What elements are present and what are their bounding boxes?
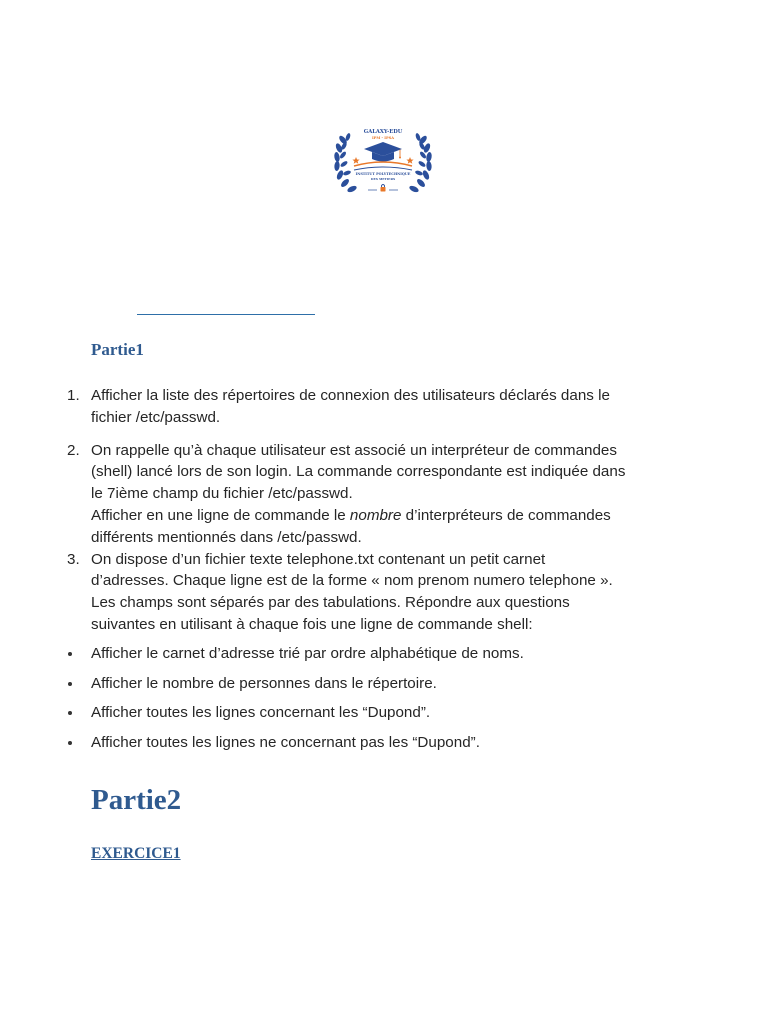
- heading-partie1: Partie1: [91, 340, 144, 359]
- list-line: suivantes en utilisant à chaque fois une ligne de commande shell:: [91, 615, 533, 633]
- text-run: Afficher en une ligne de commande le: [91, 506, 350, 524]
- graduation-cap-icon: [364, 142, 402, 162]
- list-line: Les champs sont séparés par des tabulations. Répondre aux questions: [91, 594, 570, 612]
- bullet-item: [0, 643, 680, 673]
- logo-banner-sub: DES METIERS: [370, 177, 396, 181]
- list-line: (shell) lancé lors de son login. La commande correspondante est indiquée dans: [91, 463, 626, 481]
- logo-top-text: GALAXY-EDU: [363, 129, 403, 135]
- bullet-icon: [68, 711, 72, 715]
- bullet-text: Afficher toutes les lignes concernant les “Dupond”.: [91, 704, 431, 722]
- list-line: d’adresses. Chaque ligne est de la forme « nom prenom numero telephone ».: [91, 572, 613, 590]
- bullet-item: [0, 702, 680, 732]
- list-line: On rappelle qu’à chaque utilisateur est associé un interpréteur de commandes: [91, 441, 617, 459]
- bullet-item: [0, 673, 680, 703]
- list-item: [0, 385, 680, 429]
- list-line: [91, 505, 680, 527]
- bullet-text: Afficher le carnet d’adresse trié par ordre alphabétique de noms.: [91, 645, 524, 662]
- bullet-list: [0, 643, 680, 761]
- list-line: fichier /etc/passwd.: [91, 408, 221, 426]
- list-line: différents mentionnés dans /etc/passwd.: [91, 528, 362, 546]
- galaxy-edu-logo: [330, 124, 436, 200]
- logo-banner-text: INSTITUT POLYTECHNIQUE: [355, 172, 411, 176]
- list-line: Afficher la liste des répertoires de connexion des utilisateurs déclarés dans le: [91, 387, 610, 404]
- bullet-text: Afficher toutes les lignes ne concernant pas les “Dupond”.: [91, 733, 480, 751]
- list-number: 2.: [67, 441, 80, 459]
- list-line: On dispose d’un fichier texte telephone.txt contenant un petit carnet: [91, 550, 546, 568]
- numbered-list: [0, 385, 680, 636]
- lock-icon: [381, 185, 386, 192]
- horizontal-rule: [137, 314, 315, 315]
- list-line: le 7ième champ du fichier /etc/passwd.: [91, 485, 353, 503]
- bullet-icon: [68, 741, 72, 745]
- list-item: [0, 440, 680, 549]
- text-run: d’interpréteurs de commandes: [401, 506, 611, 524]
- logo-sub-text: IPM - IPSA: [371, 136, 395, 140]
- list-number: 3.: [67, 550, 80, 568]
- heading-exercice1: EXERCICE1: [91, 845, 181, 862]
- emphasis-text: nombre: [349, 506, 402, 524]
- bullet-icon: [68, 652, 72, 656]
- list-number: 1.: [67, 387, 80, 404]
- heading-partie2: Partie2: [91, 784, 182, 816]
- list-item: [0, 549, 680, 636]
- bullet-icon: [68, 682, 72, 686]
- bullet-item: [0, 732, 680, 762]
- bullet-text: Afficher le nombre de personnes dans le répertoire.: [91, 674, 437, 692]
